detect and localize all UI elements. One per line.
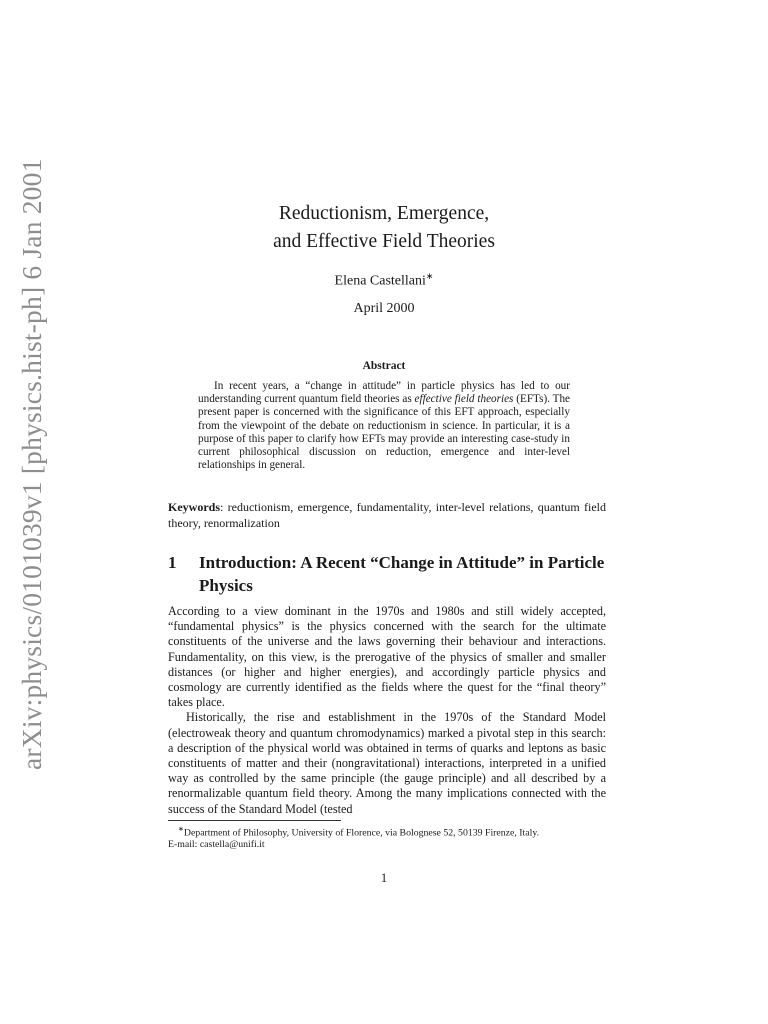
footnote-email: E-mail: castella@unifi.it: [168, 839, 265, 851]
keywords-block: [168, 500, 606, 531]
page-number: 1: [380, 871, 388, 885]
footnote-line-1: [168, 823, 608, 839]
footnote-affiliation: Department of Philosophy, University of Florence, via Bolognese 52, 50139 Firenze, Italy.: [183, 827, 540, 839]
keywords-text: : reductionism, emergence, fundamentality, inter-level relations, quantum field theory, renormalization: [168, 500, 606, 530]
title-line-1: Reductionism, Emergence,: [278, 203, 490, 224]
body-text: [168, 604, 606, 817]
footnote-mark: ∗: [178, 825, 184, 833]
abstract-body: [198, 380, 570, 472]
author-footnote-mark: ∗: [425, 271, 434, 281]
paper-title: [168, 200, 600, 256]
abstract-italic-term: effective field theories: [414, 393, 514, 406]
section-number: 1: [168, 553, 177, 572]
footnote-rule: [168, 820, 341, 821]
paragraph-2: Historically, the rise and establishment in the 1970s of the Standard Model (electroweak theory and quantum chromodynamics) marked a pivotal step in this search: a description of the physical world was obtained in terms of quarks and leptons as basic constituents of matter and their (nongravitational) interactions, interpreted in a unified way as controlled by the same principle (the gauge principle) and all described by a renormalizable quantum field theory. Among the many implications connected with the success of the Standard Model (tested: [168, 710, 606, 816]
abstract-text-end: (EFTs). The present paper is concerned with the significance of this EFT approach, especially from the viewpoint of the debate on reductionism in science. In particular, it is a purpose of this paper to clarify how EFTs may provide an interesting case-study in current philosophical discussion on reduction, emergence and inter-level relationships in general.: [198, 393, 571, 472]
author-name: Elena Castellani: [334, 273, 426, 289]
arxiv-identifier-stamp: [16, 158, 52, 770]
abstract-text-start: In recent years, a “change in attitude” in particle physics has led to our understanding current quantum field theories as: [198, 380, 570, 406]
abstract-heading: Abstract: [362, 360, 406, 372]
arxiv-identifier-text: arXiv:physics/0101039v1 [physics.hist-ph] 6 Jan 2001: [16, 158, 47, 770]
footnote: [168, 823, 608, 851]
keywords-label: Keywords: [168, 500, 220, 514]
title-line-2: and Effective Field Theories: [273, 231, 495, 252]
paragraph-1: According to a view dominant in the 1970s and 1980s and still widely accepted, “fundamental physics” is the physics concerned with the search for the ultimate constituents of the universe and the laws governing their behaviour and interactions. Fundamentality, on this view, is the prerogative of the physics of smaller and smaller distances (or higher and higher energies), and accordingly particle physics and cosmology are currently identified as the fields where the quest for the “final theory” takes place.: [168, 604, 606, 710]
section-title: Introduction: A Recent “Change in Attitude” in Particle Physics: [199, 553, 605, 595]
section-heading: [168, 551, 606, 597]
author-line: [168, 271, 600, 290]
paper-date: April 2000: [353, 301, 415, 316]
